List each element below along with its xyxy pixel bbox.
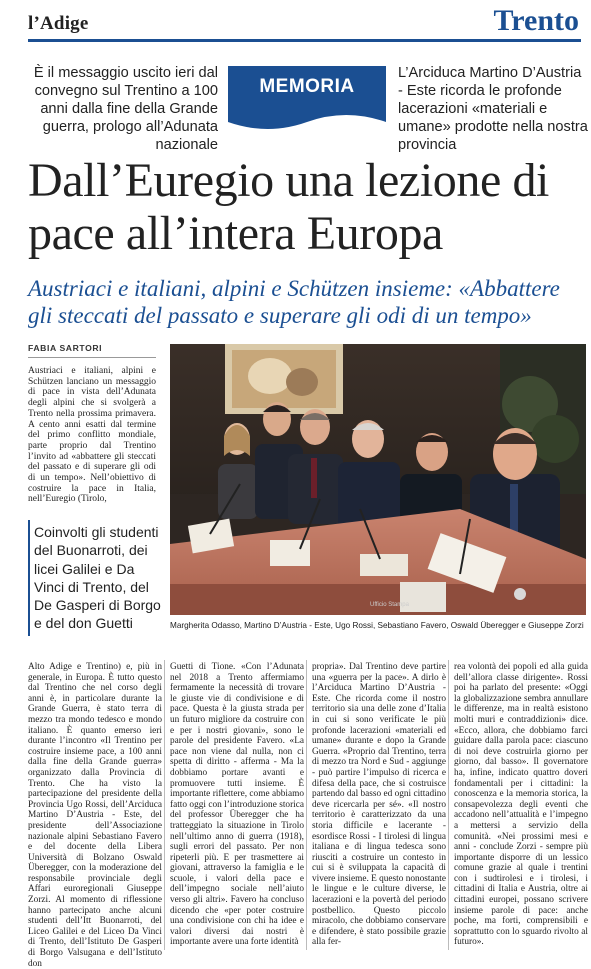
photo-caption: Margherita Odasso, Martino D’Austria - Este, Ugo Rossi, Sebastiano Favero, Oswald Überegger e Giuseppe Zorzi	[170, 621, 584, 630]
column-rule	[164, 660, 165, 950]
body-column-2	[170, 662, 304, 950]
body-column-3	[312, 662, 446, 950]
body-column-1	[28, 662, 162, 969]
pullquote-rule	[28, 520, 30, 636]
conference-photo	[170, 344, 586, 615]
body-text-3: propria». Dal Trentino deve partire una «guerra per la pace». A dirlo è l’Arciduca Martino D’Austria - Este. Che ricorda come il nostro territorio sia una delle zone d’Italia in cui si sono verificate le più profonde lacerazioni «materiali ed umane» durante e dopo la Grande Guerra. «Proprio dal Trentino, terra di mezzo tra Nord e Sud - aggiunge - può partire l’impulso di ricerca e difesa della pace, che si costruisce partendo dal basso ed ogni cittadino deve ricercarla per sé». «Il nostro territorio è caratterizzato da una storia difficile e lacerante - esordisce Rossi - I tirolesi di lingua italiana e di lingua tedesca sono riusciti a costruire un contesto in cui si è sviluppata la capacità di vivere insieme. E questo nonostante le lingue e le culture diverse, le lacerazioni e la povertà del periodo postbellico. Questo piccolo miracolo, che dobbiamo conservare e difendere, è stato possibile grazie alla fer-	[312, 662, 446, 948]
intro-paragraph: Austriaci e italiani, alpini e Schützen lanciano un messaggio di pace in vista dell’Adunata degli alpini che si svolgerà a Trento nella prossima primavera. A cento anni esatti dal termine del primo conflitto mondiale, parte proprio dal Trentino l’invito ad «abbattere gli steccati del passato e di superare gli odi di un tempo». Nell’obiettivo di costruire la pace in Italia, nell’Euregio (Tirolo,	[28, 366, 156, 505]
memoria-tag: MEMORIA	[259, 76, 355, 97]
column-rule	[448, 660, 449, 950]
body-column-4	[454, 662, 588, 950]
body-text-1: Alto Adige e Trentino) e, più in generale, in Europa. È tutto questo dal Trentino che nel corso degli anni è, in particolare durante la Grande Guerra, è stato terra di mezzo tra mondo tedesco e mondo italiano. È quanto emerso ieri durante l’incontro «Il Trentino per costruire insieme pace, a 100 anni dalla fine della Grande guerra» organizzato dalla Provincia di Trento. Che ha visto la partecipazione del presidente della Provincia Ugo Rossi, dell’Arciduca Martino D’Austria - Este, del presidente dell’Associazione nazionale alpini Sebastiano Favero e del docente della Libera Università di Bolzano Oswald Überegger, con la moderazione del responsabile provinciale degli Affari euroregionali Giuseppe Zorzi. Al momento di riflessione hanno partecipato anche alcuni studenti dell’Itt Buonarroti, del Liceo Galilei e del Liceo Da Vinci di Trento, dell’Istituto De Gasperi di Borgo Valsugana e dell’Istituto don	[28, 662, 162, 969]
pullquote: Coinvolti gli studenti del Buonarroti, dei licei Galilei e Da Vinci di Trento, del De Gasperi di Borgo e del don Guetti	[34, 524, 161, 632]
body-text-4: rea volontà dei popoli ed alla guida dell’allora classe dirigente». Rossi poi ha parlato del presente: «Oggi la globalizzazione sembra annullare le differenze, ma in realtà esistono molti muri e contraddizioni» dice. «Ecco, allora, che dobbiamo farci guidare dalla parola pace: ciascuno di noi deve costruirla giorno per giorno, dal basso». Il governatore ha, infine, indicato quattro doveri fondamentali per i cittadini: la conoscenza e la memoria storica, la consapevolezza degli eventi che accadono nell’attualità e l’impegno a mettersi a servizio della comunità. «Nei prossimi mesi e anni - conclude Zorzi - sempre più importante disporre di un lessico comune grazie al quale i trentini con i sudtirolesi e i tirolesi, i cittadini di Italia e Austria, oltre ai cittadini europei, possano scrivere insieme parole di pace: anche poche, ma forti, comprensibili e soprattutto con lo sguardo rivolto al futuro».	[454, 662, 588, 948]
subheadline: Austriaci e italiani, alpini e Schützen insieme: «Abbattere gli steccati del passato e superare gli odi di un tempo»	[28, 276, 560, 328]
kicker-right: L’Arciduca Martino D’Austria - Este ricorda le profonde lacerazioni «materiali e umane» prodotte nella nostra provincia	[398, 65, 588, 153]
column-rule	[306, 660, 307, 950]
photo-credit-1: Ufficio Stampa	[370, 602, 409, 608]
byline: FABIA SARTORI	[28, 343, 103, 353]
kicker-left: È il messaggio uscito ieri dal convegno sul Trentino a 100 anni dalla fine della Grande guerra, prologo all’Adunata nazionale	[33, 65, 218, 153]
memoria-banner	[228, 66, 386, 133]
photo-illustration	[170, 344, 586, 615]
section-title: Trento	[493, 4, 579, 37]
newspaper-masthead: l’Adige	[28, 13, 89, 34]
header-rule	[28, 39, 581, 42]
headline: Dall’Euregio una lezione di pace all’intera Europa	[28, 154, 549, 260]
byline-rule	[28, 357, 156, 358]
body-text-2: Guetti di Tione. «Con l’Adunata nel 2018 a Trento affermiamo fermamente la necessità di trovare le giuste vie di condivisione e di pace. Questa è la giusta strada per un futuro migliore da costruire con e per i nostri giovani», sono le parole del presidente Favero. «La pace non viene dal nulla, non ci spetta di diritto - afferma - Ma la dobbiamo portare avanti e promuovere tutti insieme. È importante riflettere, come abbiamo fatto oggi con l’introduzione storica del professor Überegger che ha tratteggiato la situazione in Tirolo nell’ultimo anno di guerra (1918), sugli errori del passato. Per non ripeterli più. E per trasmettere ai giovani, attraverso la famiglia e le scuole, i valori della pace e dell’impegno sociale nell’aiuto verso gli altri». Favero ha concluso dicendo che «per poter costruire una condivisione con chi ha idee e valori diversi dai nostri è importante avere una forte identità	[170, 662, 304, 948]
